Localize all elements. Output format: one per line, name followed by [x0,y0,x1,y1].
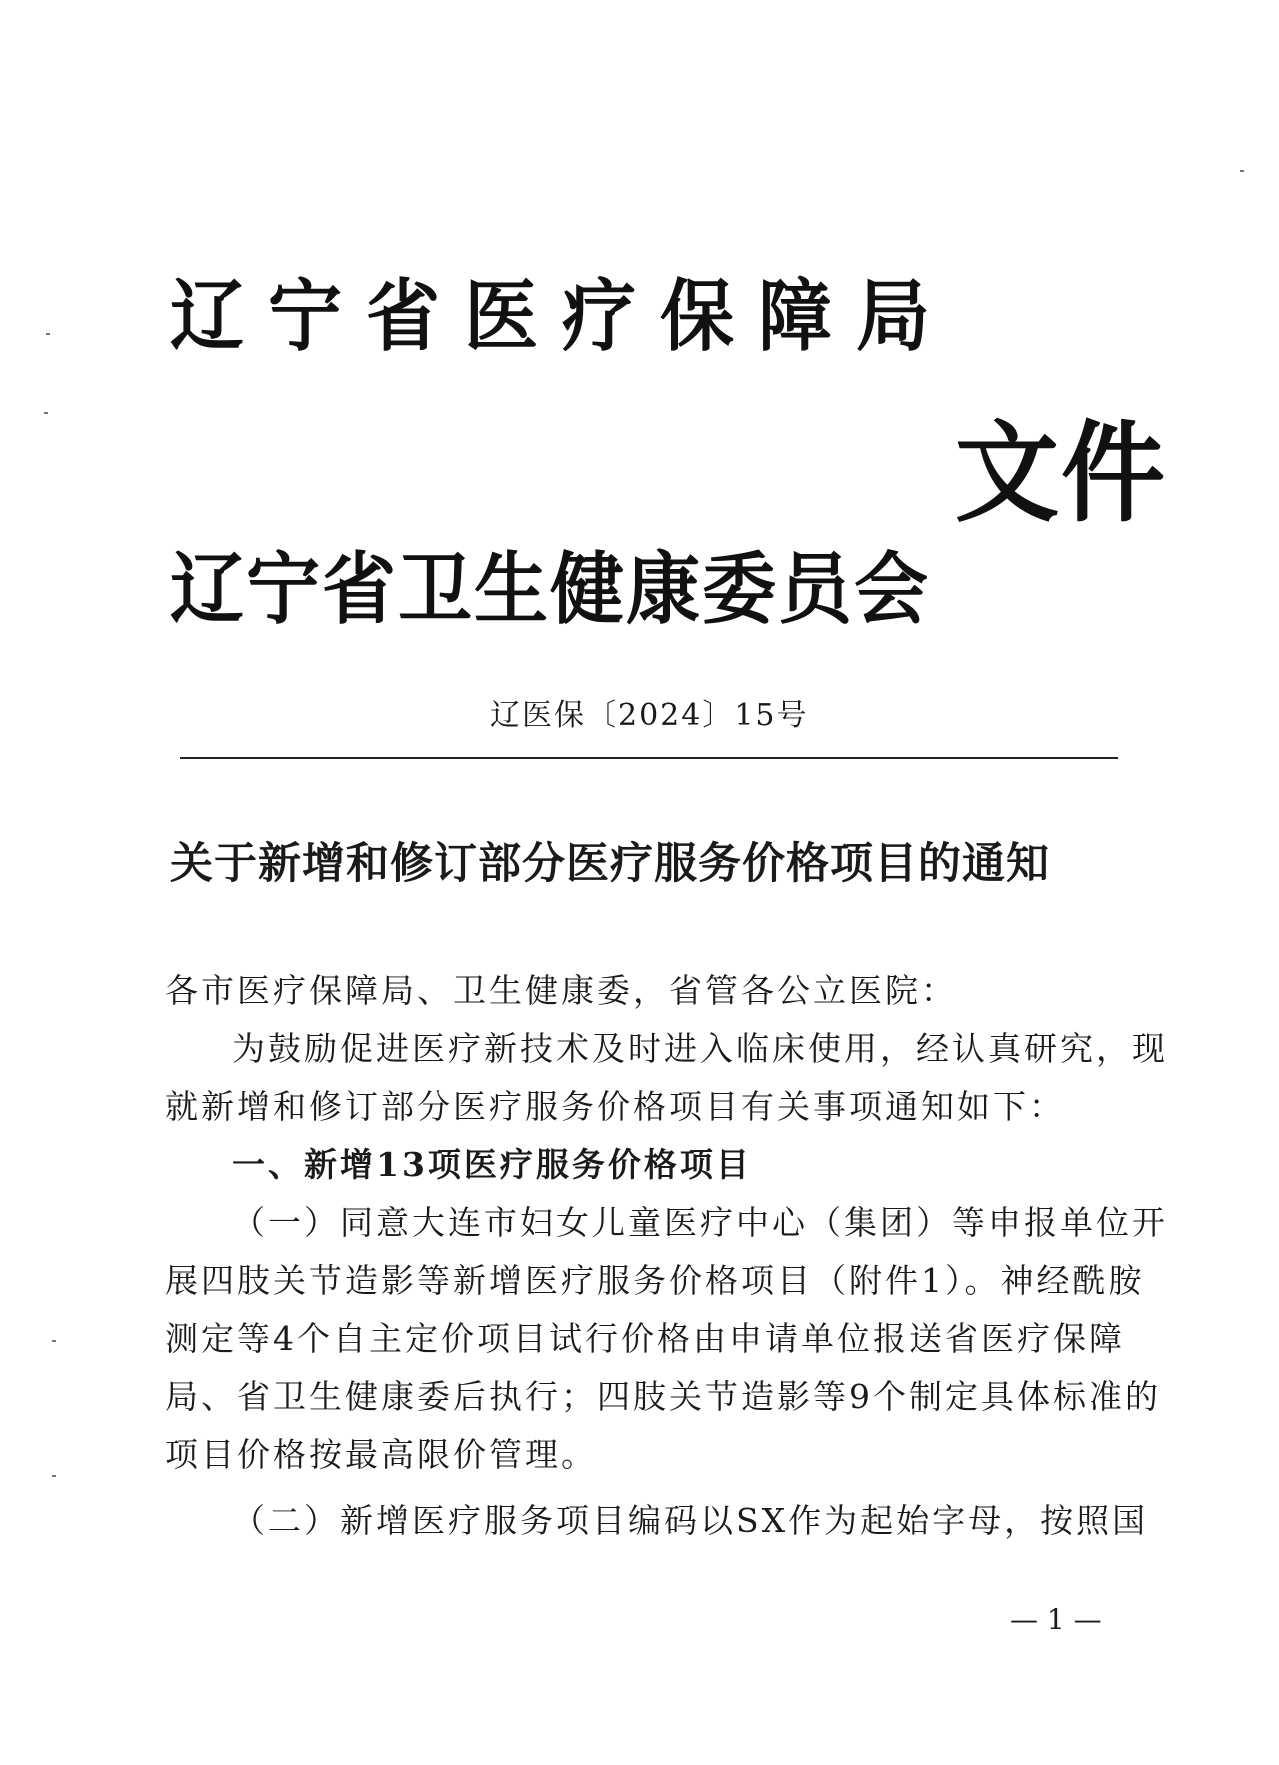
scan-speck [52,1340,56,1342]
addressee-line: 各市医疗保障局、卫生健康委，省管各公立医院： [165,971,957,1010]
item-1-line-1: （一）同意大连市妇女儿童医疗中心（集团）等申报单位开 [232,1203,1168,1242]
item-1-line-5: 项目价格按最高限价管理。 [165,1435,597,1474]
document-title: 关于新增和修订部分医疗服务价格项目的通知 [170,839,1050,889]
item-1-line-2: 展四肢关节造影等新增医疗服务价格项目（附件1）。神经酰胺 [165,1261,1145,1300]
scan-speck [52,1475,56,1477]
document-number: 辽医保〔2024〕15号 [490,698,809,733]
issuer-line-1: 辽宁省医疗保障局 [170,271,954,363]
item-1-line-4: 局、省卫生健康委后执行；四肢关节造影等9个制定具体标准的 [165,1377,1161,1416]
item-2-line-1: （二）新增医疗服务项目编码以SX作为起始字母，按照国 [232,1501,1149,1540]
section-1-heading: 一、新增13项医疗服务价格项目 [232,1145,752,1184]
intro-line-1: 为鼓励促进医疗新技术及时进入临床使用，经认真研究，现 [232,1029,1168,1068]
item-1-line-3: 测定等4个自主定价项目试行价格由申请单位报送省医疗保障 [165,1319,1125,1358]
page-number: — 1 — [1010,1603,1102,1636]
issuer-line-2: 辽宁省卫生健康委员会 [170,544,930,636]
scan-speck [46,333,50,335]
header-divider [180,757,1118,759]
scan-speck [44,412,48,414]
scan-speck [1240,170,1244,172]
document-type-label: 文件 [955,408,1168,538]
intro-line-2: 就新增和修订部分医疗服务价格项目有关事项通知如下： [165,1087,1065,1126]
